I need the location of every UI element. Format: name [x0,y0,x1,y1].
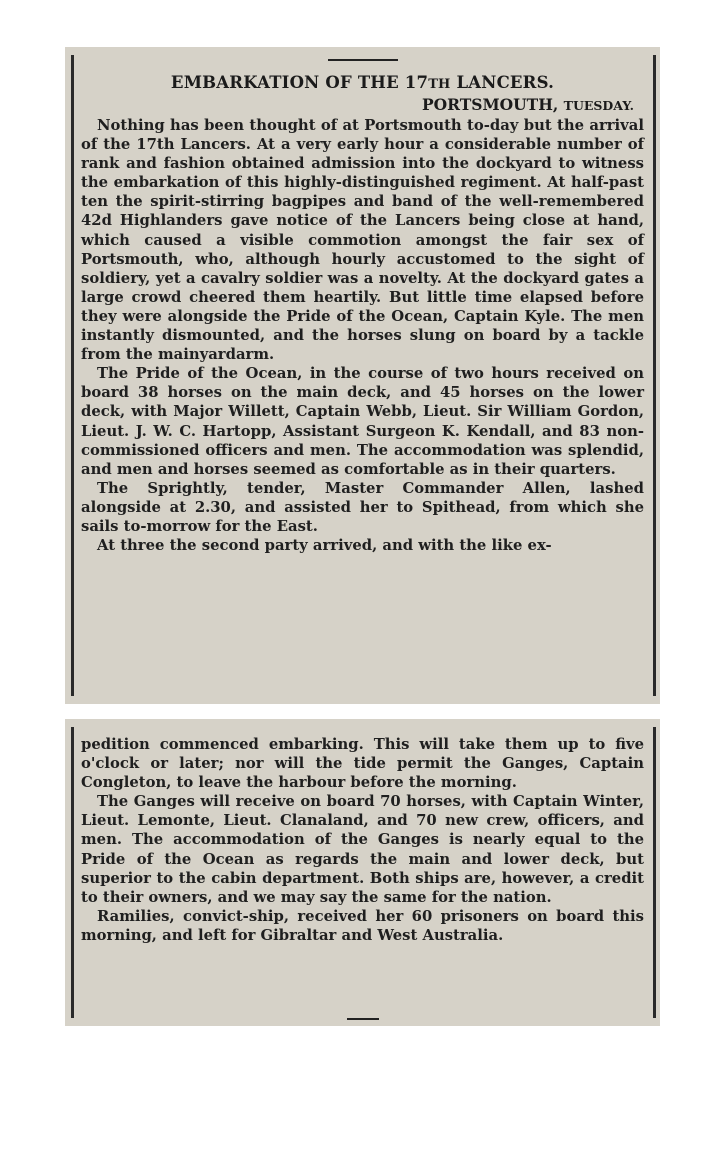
article-column-1 [81,59,644,555]
headline-text: EMBARKATION OF THE 17 [170,73,429,92]
column-rule-right [653,55,656,696]
column-rule-left [71,727,74,1018]
headline-superscript: TH [428,77,451,92]
clipping-part-1 [65,47,660,704]
end-divider [347,1018,379,1020]
headline-text-end: LANCERS. [450,73,555,92]
article-dateline [81,95,634,116]
dateline-day: TUESDAY. [563,98,634,113]
column-rule-right [653,727,656,1018]
section-divider [328,59,398,61]
paragraph: Ramilies, convict-ship, received her 60 prisoners on board this morning, and left for Gibraltar and West Australia. [81,907,644,944]
article-column-2 [81,735,644,945]
paragraph: pedition commenced embarking. This will take them up to five o'clock or later; nor will the tide permit the Ganges, Captain Congleton, to leave the harbour before the morning. [81,736,644,792]
paragraph: The Sprightly, tender, Master Commander Allen, lashed alongside at 2.30, and assisted her to Spithead, from which she sails to-morrow for the East. [81,479,644,535]
paragraph: The Ganges will receive on board 70 horses, with Captain Winter, Lieut. Lemonte, Lieut. Clanaland, and 70 new crew, officers, and men. The accommodation of the Ganges is nearly equal to the Pride of the Ocean as regards the main and lower deck, but superior to the cabin department. Both ships are, however, a credit to their owners, and we may say the same for the nation. [81,793,644,906]
article-headline [81,73,644,95]
dateline-place: PORTSMOUTH, [422,95,564,114]
clipping-part-2 [65,719,660,1026]
paragraph: At three the second party arrived, and with the like ex- [97,537,552,555]
paragraph: Nothing has been thought of at Portsmouth to-day but the arrival of the 17th Lancers. At a very early hour a considerable number of rank and fashion obtained admission into the dockyard to witness the embarkation of this highly-distinguished regiment. At half-past ten the spirit-stirring bagpipes and band of the well-remembered 42d Highlanders gave notice of the Lancers being close at hand, which caused a visible commotion amongst the fair sex of Portsmouth, who, although hourly accustomed to the sight of soldiery, yet a cavalry soldier was a novelty. At the dockyard gates a large crowd cheered them heartily. But little time elapsed before they were alongside the Pride of the Ocean, Captain Kyle. The men instantly dismounted, and the horses slung on board by a tackle from the mainyardarm. [81,117,644,364]
paragraph: The Pride of the Ocean, in the course of two hours received on board 38 horses on the main deck, and 45 horses on the lower deck, with Major Willett, Captain Webb, Lieut. Sir William Gordon, Lieut. J. W. C. Hartopp, Assistant Surgeon K. Kendall, and 83 non-commissioned officers and men. The accommodation was splendid, and men and horses seemed as comfortable as in their quarters. [81,365,644,478]
column-rule-left [71,55,74,696]
